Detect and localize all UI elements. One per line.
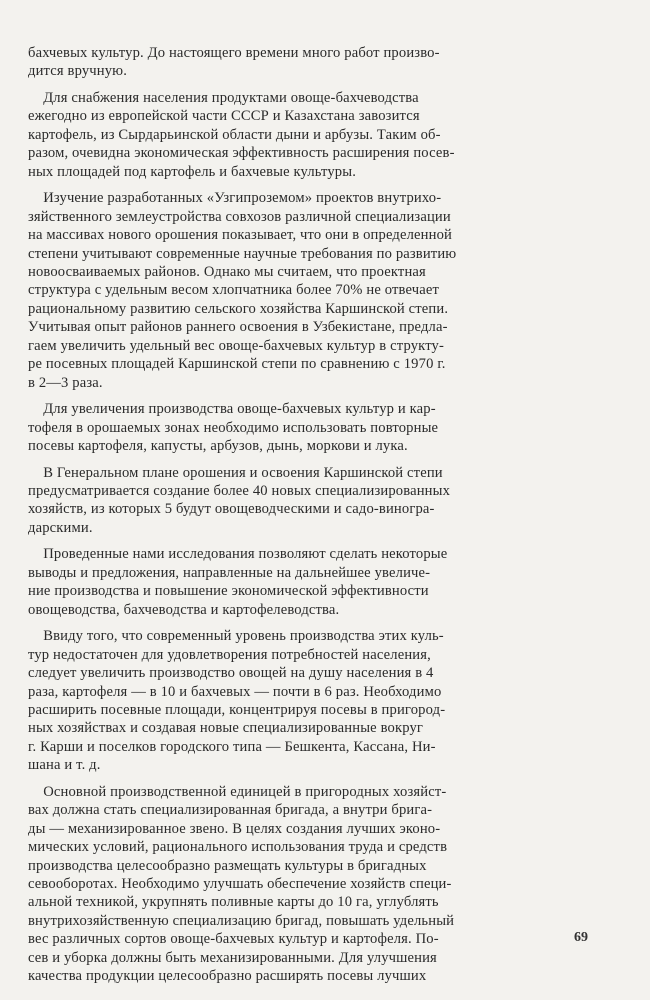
text-line: шана и т. д. <box>28 757 101 774</box>
text-line: В Генеральном плане орошения и освоения Каршинской степи <box>28 464 443 481</box>
text-line: Для снабжения населения продуктами овоще-бахчеводства <box>28 89 419 106</box>
text-line: производства целесообразно размещать культуры в бригадных <box>28 857 427 874</box>
paragraph <box>28 464 604 538</box>
text-line: посевы картофеля, капусты, арбузов, дынь, моркови и лука. <box>28 438 408 455</box>
text-line: ние производства и повышение экономической эффективности <box>28 583 429 600</box>
paragraph <box>28 44 604 81</box>
text-line: Учитывая опыт районов раннего освоения в Узбекистане, предла- <box>28 319 448 336</box>
text-line: г. Карши и поселков городского типа — Бешкента, Кассана, Ни- <box>28 738 436 755</box>
text-line: севооборотах. Необходимо улучшать обеспечение хозяйств специ- <box>28 876 452 893</box>
text-line: расширить посевные площади, концентрируя посевы в пригород- <box>28 701 446 718</box>
text-line: выводы и предложения, направленные на дальнейшее увеличе- <box>28 564 431 581</box>
text-line: ных хозяйствах и создавая новые специализированные вокруг <box>28 720 424 737</box>
text-line: Изучение разработанных «Узгипроземом» проектов внутрихо- <box>28 190 442 207</box>
text-line: дарскими. <box>28 519 93 536</box>
text-line: степени учитывают современные научные требования по развитию <box>28 245 457 262</box>
text-line: тур недостаточен для удовлетворения потребностей населения, <box>28 646 431 663</box>
paragraph <box>28 189 604 392</box>
paragraph <box>28 783 604 986</box>
text-line: овощеводства, бахчеводства и картофелеводства. <box>28 601 340 618</box>
text-line: вес различных сортов овоще-бахчевых культур и картофеля. По- <box>28 931 439 948</box>
page-number: 69 <box>574 930 588 945</box>
text-line: дится вручную. <box>28 63 128 80</box>
paragraph <box>28 545 604 619</box>
paragraph <box>28 400 604 455</box>
paragraph <box>28 89 604 181</box>
text-line: Проведенные нами исследования позволяют сделать некоторые <box>28 546 448 563</box>
text-line: на массивах нового орошения показывает, что они в определенной <box>28 227 452 244</box>
text-line: хозяйств, из которых 5 будут овощеводческими и садо-виногра- <box>28 501 435 518</box>
text-line: зяйственного землеустройства совхозов различной специализации <box>28 208 451 225</box>
text-line: картофель, из Сырдарьинской области дыни и арбузы. Таким об- <box>28 126 441 143</box>
text-line: следует увеличить производство овощей на душу населения в 4 <box>28 665 434 682</box>
text-line: Ввиду того, что современный уровень производства этих куль- <box>28 628 444 645</box>
text-line: Для увеличения производства овоще-бахчевых культур и кар- <box>28 401 436 418</box>
text-line: раза, картофеля — в 10 и бахчевых — почти в 6 раз. Необходимо <box>28 683 442 700</box>
paragraph <box>28 627 604 775</box>
text-line: вах должна стать специализированная бригада, а внутри брига- <box>28 802 433 819</box>
text-line: внутрихозяйственную специализацию бригад, повышать удельный <box>28 912 455 929</box>
text-line: ды — механизированное звено. В целях создания лучших эконо- <box>28 820 441 837</box>
text-line: разом, очевидна экономическая эффективность расширения посев- <box>28 145 455 162</box>
body-text <box>28 44 604 994</box>
text-line: сев и уборка должны быть механизированными. Для улучшения <box>28 949 437 966</box>
text-line: ре посевных площадей Каршинской степи по сравнению с 1970 г. <box>28 356 446 373</box>
text-line: ежегодно из европейской части СССР и Казахстана завозится <box>28 108 420 125</box>
text-line: Основной производственной единицей в пригородных хозяйст- <box>28 783 447 800</box>
text-line: новоосваиваемых районов. Однако мы считаем, что проектная <box>28 263 426 280</box>
text-line: гаем увеличить удельный вес овоще-бахчевых культур в структу- <box>28 337 444 354</box>
text-line: бахчевых культур. До настоящего времени много работ произво- <box>28 45 440 61</box>
text-line: структура с удельным весом хлопчатника более 70% не отвечает <box>28 282 440 299</box>
text-line: мических условий, рационального использования труда и средств <box>28 839 448 856</box>
text-line: в 2—3 раза. <box>28 374 103 391</box>
text-line: ных площадей под картофель и бахчевые культуры. <box>28 163 357 180</box>
text-line: тофеля в орошаемых зонах необходимо использовать повторные <box>28 419 439 436</box>
text-line: альной техникой, укрупнять поливные карты до 10 га, углублять <box>28 894 439 911</box>
text-line: качества продукции целесообразно расширять посевы лучших <box>28 968 427 985</box>
text-line: рациональному развитию сельского хозяйства Каршинской степи. <box>28 300 449 317</box>
text-line: предусматривается создание более 40 новых специализированных <box>28 482 451 499</box>
